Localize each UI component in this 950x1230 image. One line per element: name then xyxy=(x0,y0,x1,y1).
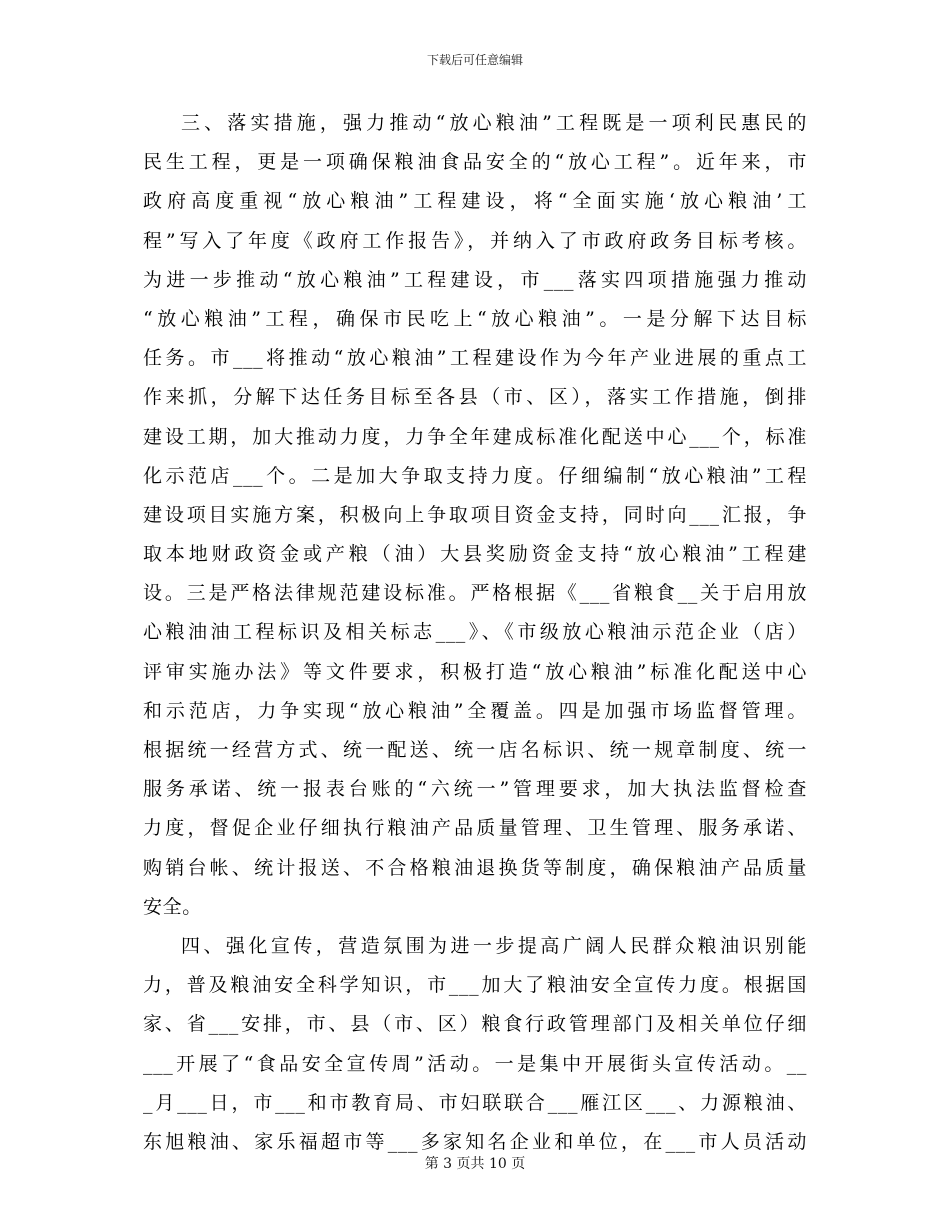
text-line: “放心粮油”工程，确保市民吃上“放心粮油”。一是分解下达目标 xyxy=(143,307,807,330)
text-line: _月___日，市___和市教育局、市妇联联合___雁江区___、力源粮油、 xyxy=(143,1091,807,1114)
document-body xyxy=(143,104,807,1162)
page-number: 第 3 页共 10 页 xyxy=(424,1156,526,1172)
text-line: 政府高度重视“放心粮油”工程建设，将“全面实施‘放心粮油’工 xyxy=(143,190,807,213)
text-line: ___开展了“食品安全宣传周”活动。一是集中开展街头宣传活动。__ xyxy=(143,1052,807,1075)
text-line: 东旭粮油、家乐福超市等___多家知名企业和单位，在___市人员活动 xyxy=(143,1130,807,1153)
text-line: 根据统一经营方式、统一配送、统一店名标识、统一规章制度、统一 xyxy=(143,739,807,761)
text-line: 和示范店，力争实现“放心粮油”全覆盖。四是加强市场监督管理。 xyxy=(143,699,807,722)
text-line: 三、落实措施，强力推动“放心粮油”工程既是一项利民惠民的 xyxy=(181,112,807,134)
text-line: 设。三是严格法律规范建设标准。严格根据《___省粮食__关于启用放 xyxy=(143,582,807,605)
text-line: 评审实施办法》等文件要求，积极打造“放心粮油”标准化配送中心 xyxy=(143,660,807,683)
text-line: 力，普及粮油安全科学知识，市___加大了粮油安全宣传力度。根据国 xyxy=(143,974,807,997)
text-line: 任务。市___将推动“放心粮油”工程建设作为今年产业进展的重点工 xyxy=(143,347,807,370)
text-line: 化示范店___个。二是加大争取支持力度。仔细编制“放心粮油”工程 xyxy=(143,464,807,487)
text-line: 力度，督促企业仔细执行粮油产品质量管理、卫生管理、服务承诺、 xyxy=(143,817,807,840)
paragraph-four xyxy=(143,927,807,1162)
text-line: 取本地财政资金或产粮（油）大县奖励资金支持“放心粮油”工程建 xyxy=(143,543,807,566)
text-line: 建设项目实施方案，积极向上争取项目资金支持，同时向___汇报，争 xyxy=(143,503,807,526)
text-line: 建设工期，加大推动力度，力争全年建成标准化配送中心___个，标准 xyxy=(143,425,807,448)
paragraph-three xyxy=(143,104,807,927)
text-line: 服务承诺、统一报表台账的“六统一”管理要求，加大执法监督检查 xyxy=(143,778,807,801)
text-line: 心粮油油工程标识及相关标志___》、《市级放心粮油示范企业（店） xyxy=(143,621,807,644)
text-line: 程”写入了年度《政府工作报告》，并纳入了市政府政务目标考核。 xyxy=(143,229,807,252)
text-line: 四、强化宣传，营造氛围为进一步提高广阔人民群众粮油识别能 xyxy=(181,934,807,957)
text-line: 为进一步推动“放心粮油”工程建设，市___落实四项措施强力推动 xyxy=(143,268,807,291)
text-line: 作来抓，分解下达任务目标至各县（市、区），落实工作措施，倒排 xyxy=(143,386,807,409)
page-header-note: 下载后可任意编辑 xyxy=(426,53,523,67)
text-line: 安全。 xyxy=(143,895,202,918)
text-line: 家、省___安排，市、县（市、区）粮食行政管理部门及相关单位仔细 xyxy=(143,1013,807,1036)
text-line: 民生工程，更是一项确保粮油食品安全的“放心工程”。近年来，市 xyxy=(143,151,807,174)
text-line: 购销台帐、统计报送、不合格粮油退换货等制度，确保粮油产品质量 xyxy=(143,856,807,879)
